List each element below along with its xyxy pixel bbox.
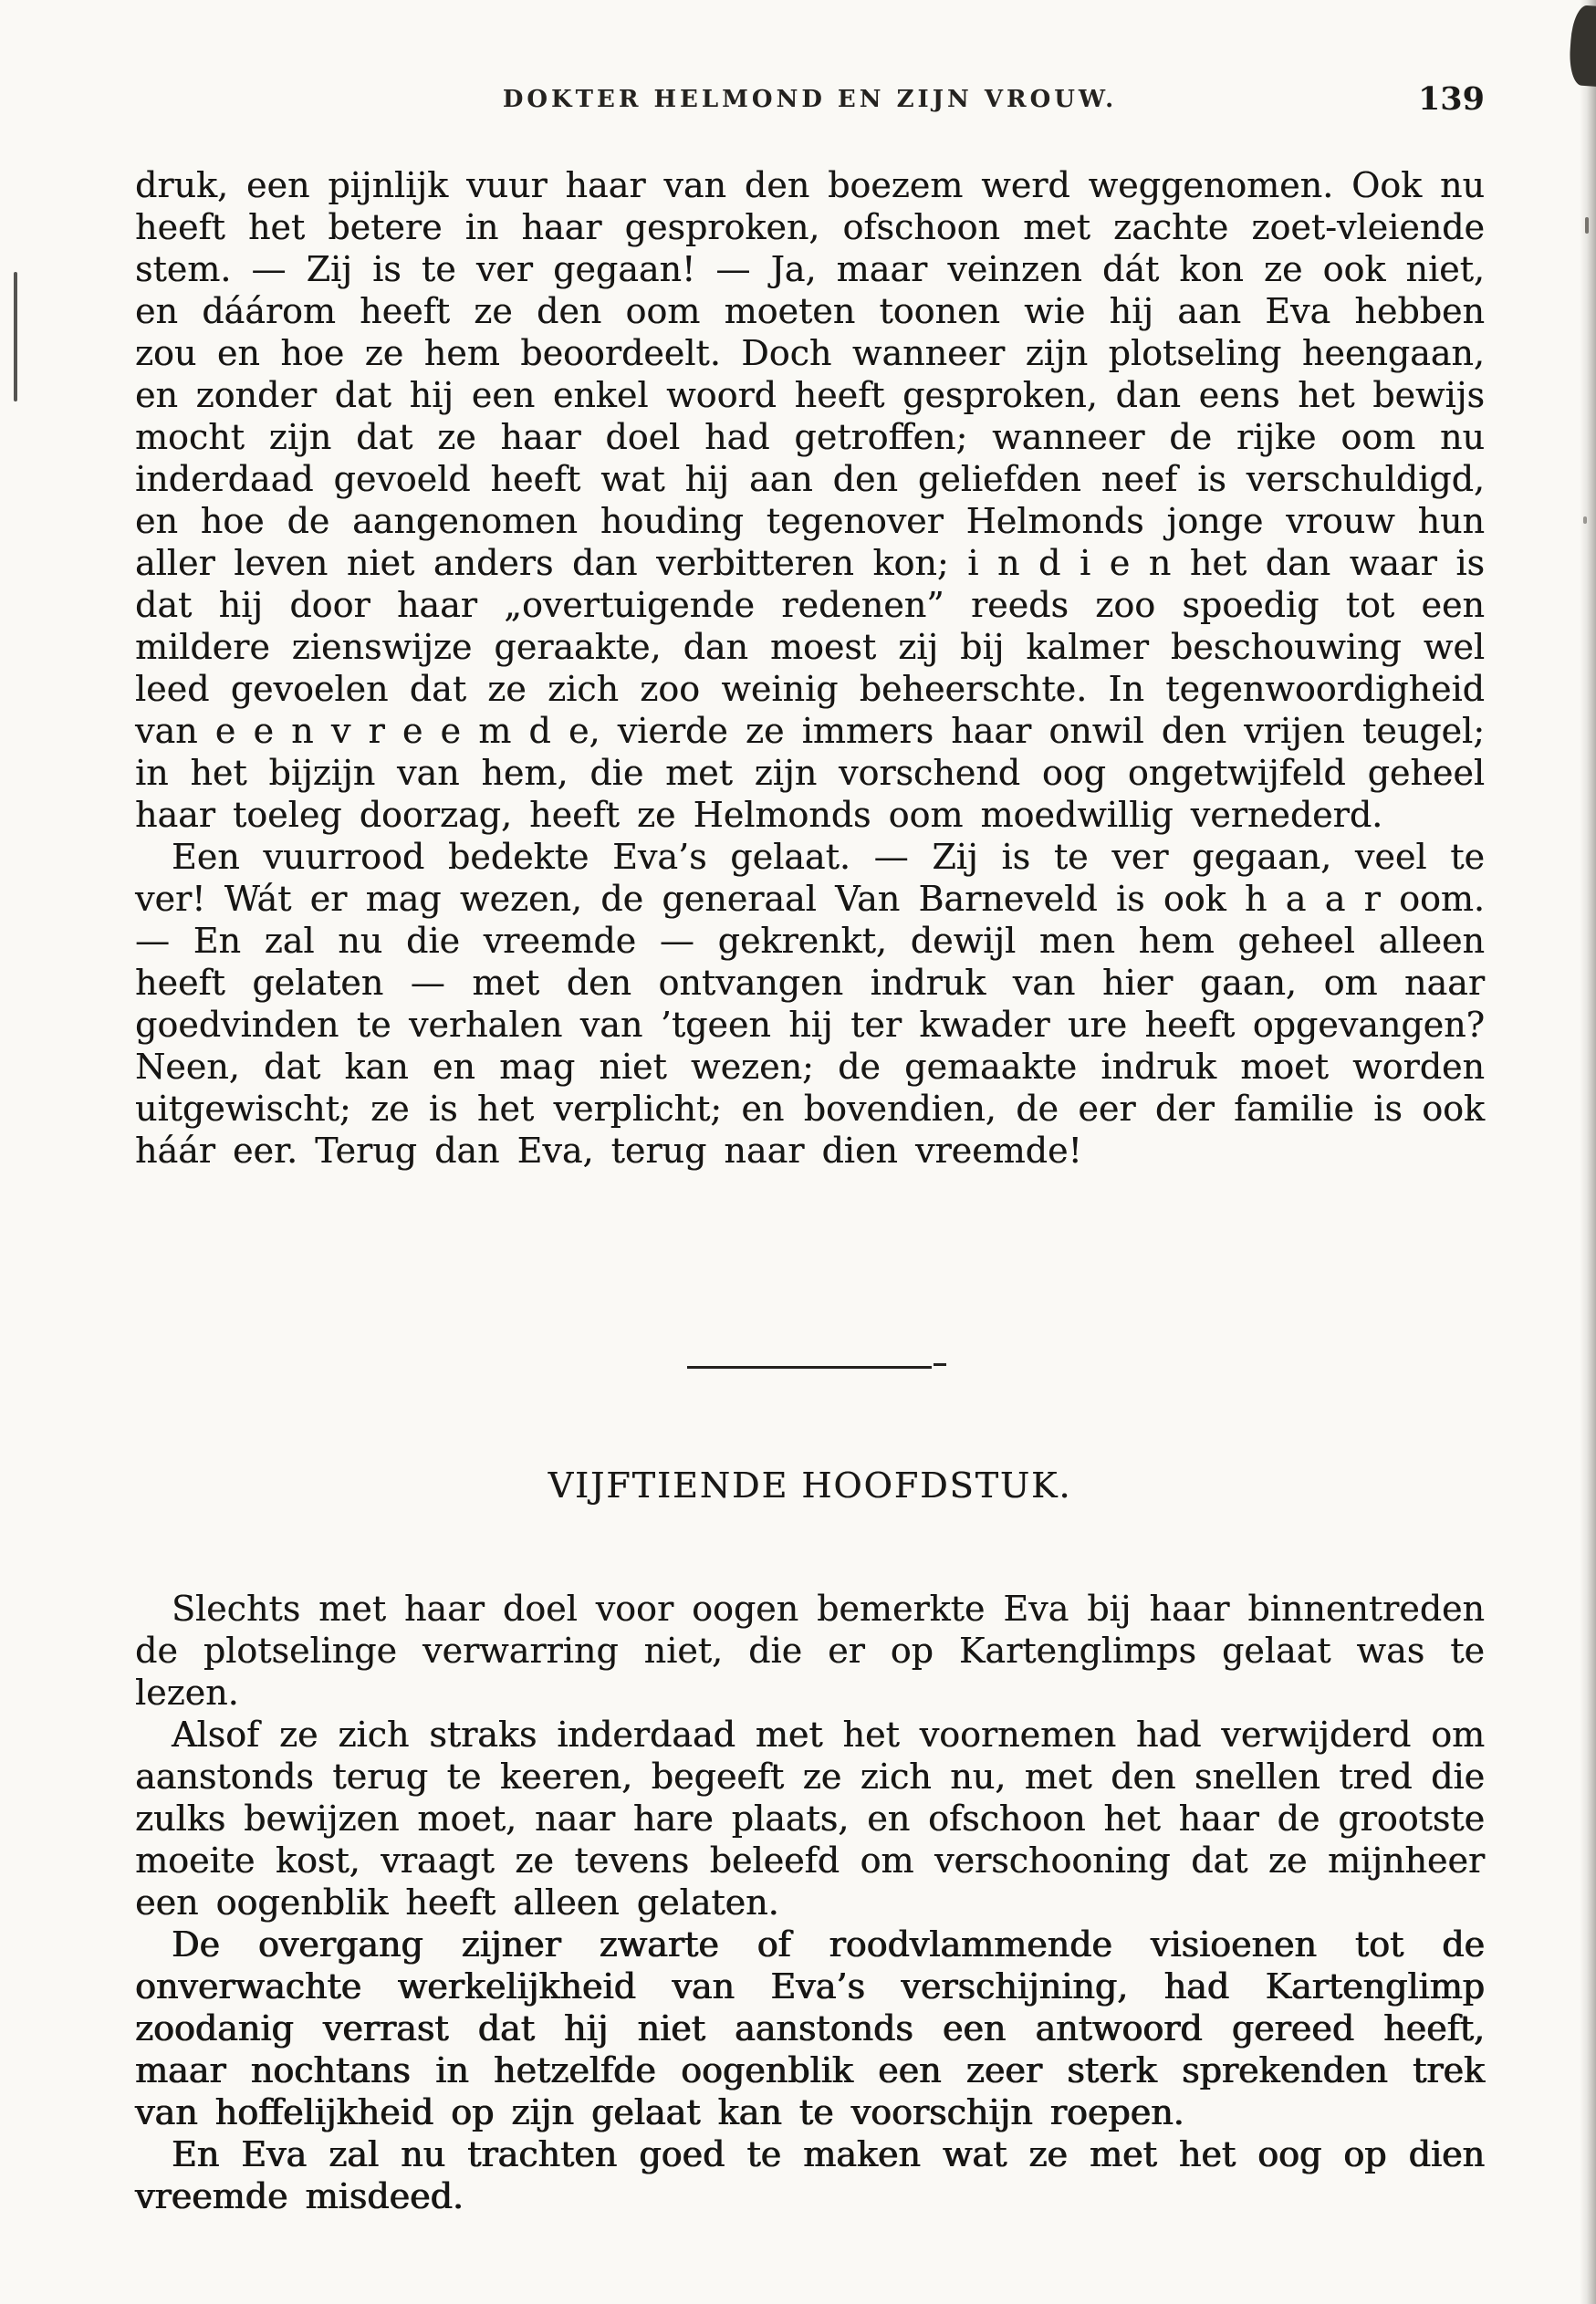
scan-edge-shadow [1580, 0, 1596, 2304]
page-header [135, 80, 1485, 124]
page-number: 139 [1417, 80, 1485, 118]
paragraph: Slechts met haar doel voor oogen bemerkte Eva bij haar binnentreden de plotselinge verwarring niet, die er op Kartenglimps gelaat was te lezen. [135, 1589, 1485, 1713]
scan-artifact-left-margin [14, 272, 17, 401]
paragraph-continuation: druk, een pijnlijk vuur haar van den boezem werd weggenomen. Ook nu heeft het betere in haar gesproken, ofschoon met zachte zoet-vleiende stem. — Zij is te ver gegaan! — Ja, maar veinzen dát kon ze ook niet, en dáárom heeft ze den oom moeten toonen wie hij aan Eva hebben zou en hoe ze hem beoordeelt. Doch wanneer zijn plotseling heengaan, en zonder dat hij een enkel woord heeft gesproken, dan eens het bewijs mocht zijn dat ze haar doel had getroffen; wanneer de rijke oom nu inderdaad gevoeld heeft wat hij aan den geliefden neef is verschuldigd, en hoe de aangenomen houding tegenover Helmonds jonge vrouw hun aller leven niet anders dan verbitteren kon; i n d i e n het dan waar is dat hij door haar „overtuigende redenen” reeds zoo spoedig tot een mildere zienswijze geraakte, dan moest zij bij kalmer beschouwing wel leed gevoelen dat ze zich zoo weinig beheerschte. In tegenwoordigheid van e e n v r e e m d e, vierde ze immers haar onwil den vrijen teugel; in het bijzijn van hem, die met zijn vorschend oog ongetwijfeld geheel haar toeleg doorzag, heeft ze Helmonds oom moedwillig vernederd. [135, 165, 1485, 835]
chapter-text [135, 1588, 1485, 2217]
running-title: DOKTER HELMOND EN ZIJN VROUW. [502, 86, 1118, 113]
section-divider [687, 1366, 932, 1369]
paragraph: De overgang zijner zwarte of roodvlammende visioenen tot de onverwachte werkelijkheid van Eva’s verschijning, had Kartenglimp zoodanig verrast dat hij niet aanstonds een antwoord gereed heeft, maar nochtans in hetzelfde oogenblik een zeer sterk sprekenden trek van hoffelijkheid op zijn gelaat kan te voorschijn roepen. [135, 1924, 1485, 2132]
scan-artifact-corner [1568, 5, 1596, 87]
scan-artifact-speck [1583, 516, 1587, 524]
body-text [135, 164, 1485, 1172]
chapter-heading: VIJFTIENDE HOOFDSTUK. [548, 1465, 1072, 1506]
scan-artifact-speck [1585, 217, 1589, 234]
paragraph: Een vuurrood bedekte Eva’s gelaat. — Zij is te ver gegaan, veel te ver! Wát er mag wezen, de generaal Van Barneveld is ook h a a r oom. — En zal nu die vreemde — gekrenkt, dewijl men hem geheel alleen heeft gelaten — met den ontvangen indruk van hier gaan, om naar goedvinden te verhalen van ’tgeen hij ter kwader ure heeft opgevangen? Neen, dat kan en mag niet wezen; de gemaakte indruk moet worden uitgewischt; ze is het verplicht; en bovendien, de eer der familie is ook háár eer. Terug dan Eva, terug naar dien vreemde! [135, 837, 1485, 1171]
paragraph: Alsof ze zich straks inderdaad met het voornemen had verwijderd om aanstonds terug te keeren, begeeft ze zich nu, met den snellen tred die zulks bewijzen moet, naar hare plaats, en ofschoon het haar de grootste moeite kost, vraagt ze tevens beleefd om verschooning dat ze mijnheer een oogenblik heeft alleen gelaten. [135, 1715, 1485, 1923]
paragraph: En Eva zal nu trachten goed te maken wat ze met het oog op dien vreemde misdeed. [135, 2134, 1485, 2216]
